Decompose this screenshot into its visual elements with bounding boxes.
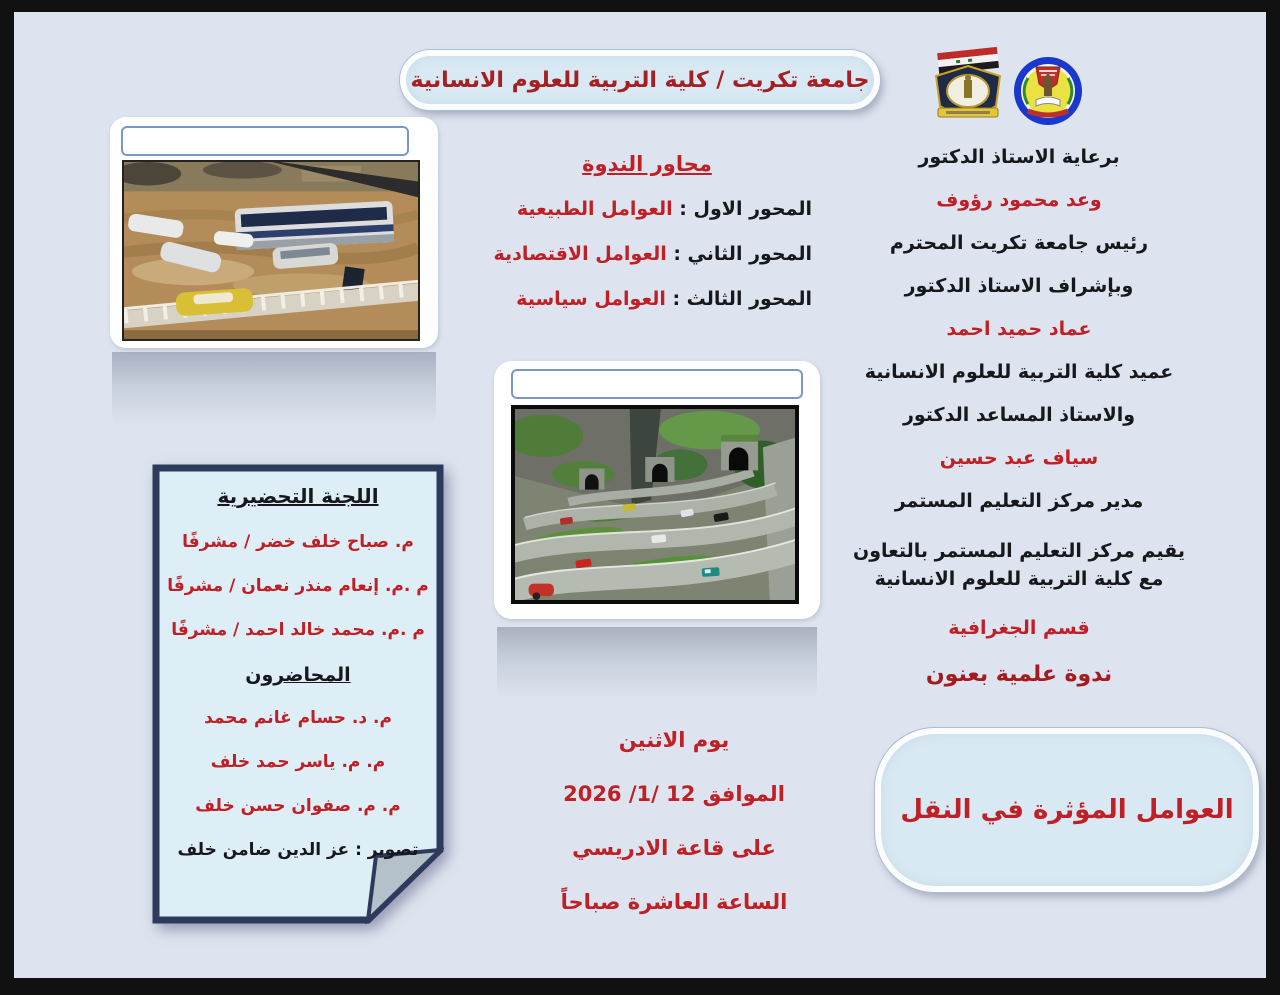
axis-item <box>482 231 812 276</box>
patronage-line: رئيس جامعة تكريت المحترم <box>889 232 1149 255</box>
lecturer: م. م. صفوان حسن خلف <box>195 796 401 816</box>
patronage-line: وبإشراف الاستاذ الدكتور <box>904 275 1134 298</box>
college-of-education-logo-icon <box>1008 54 1088 129</box>
committee-member: م. صباح خلف خضر / مشرفًا <box>182 532 414 552</box>
patronage-line: والاستاذ المساعد الدكتور <box>902 404 1136 427</box>
photography-credit: تصوير : عز الدين ضامن خلف <box>177 840 419 860</box>
seminar-intro: ندوة علمية بعنون <box>925 661 1113 687</box>
road-caption-box <box>511 369 803 399</box>
organizer-line: يقيم مركز التعليم المستمر بالتعاون مع كلية التربية للعلوم الانسانية <box>853 539 1185 590</box>
flood-photo <box>122 160 420 341</box>
lecturers-heading: المحاضرون <box>245 664 351 686</box>
road-photo-card <box>494 361 820 619</box>
director-name: سياف عبد حسين <box>939 447 1099 470</box>
schedule-venue: على قاعة الادريسي <box>572 836 776 860</box>
axis-value: العوامل الاقتصادية <box>493 242 667 265</box>
road-photo-reflection <box>497 627 817 705</box>
committee-note <box>152 464 444 924</box>
axis-item <box>482 186 812 231</box>
supervisor-name: عماد حميد احمد <box>946 318 1092 341</box>
committee-member: م .م. إنعام منذر نعمان / مشرفًا <box>167 576 429 596</box>
department-name: قسم الجغرافية <box>948 617 1090 640</box>
schedule-block <box>524 728 824 944</box>
axis-label: المحور الثاني : <box>666 242 812 265</box>
axis-label: المحور الثالث : <box>665 287 812 310</box>
axes-heading: محاور الندوة <box>582 152 712 176</box>
road-photo <box>511 405 799 604</box>
university-title-banner <box>400 50 880 110</box>
poster-page <box>14 12 1266 978</box>
seminar-title-banner <box>875 728 1259 892</box>
schedule-date: الموافق 12 /1/ 2026 <box>563 782 785 806</box>
lecturer: م. م. ياسر حمد خلف <box>210 752 386 772</box>
tikrit-university-logo-icon <box>926 46 1010 124</box>
committee-content <box>164 484 432 860</box>
axis-value: العوامل سياسية <box>516 287 666 310</box>
patronage-line: مدير مركز التعليم المستمر <box>894 490 1144 513</box>
flood-photo-reflection <box>112 352 436 432</box>
flood-photo-card <box>110 117 438 348</box>
axis-item <box>482 276 812 321</box>
patronage-line: برعاية الاستاذ الدكتور <box>918 146 1120 169</box>
seminar-axes-block <box>482 142 812 321</box>
patronage-line: عميد كلية التربية للعلوم الانسانية <box>864 361 1174 384</box>
axis-label: المحور الاول : <box>672 197 812 220</box>
schedule-day: يوم الاثنين <box>618 728 730 752</box>
patronage-text-block <box>845 136 1193 698</box>
flood-caption-box <box>121 126 409 156</box>
university-title: جامعة تكريت / كلية التربية للعلوم الانسانية <box>410 67 870 93</box>
lecturer: م. د. حسام غانم محمد <box>204 708 392 728</box>
patron-name: وعد محمود رؤوف <box>936 189 1102 212</box>
committee-heading: اللجنة التحضيرية <box>217 484 379 508</box>
axis-value: العوامل الطبيعية <box>516 197 673 220</box>
seminar-title: العوامل المؤثرة في النقل <box>900 795 1234 825</box>
committee-member: م .م. محمد خالد احمد / مشرفًا <box>171 620 425 640</box>
schedule-time: الساعة العاشرة صباحاً <box>560 890 788 914</box>
